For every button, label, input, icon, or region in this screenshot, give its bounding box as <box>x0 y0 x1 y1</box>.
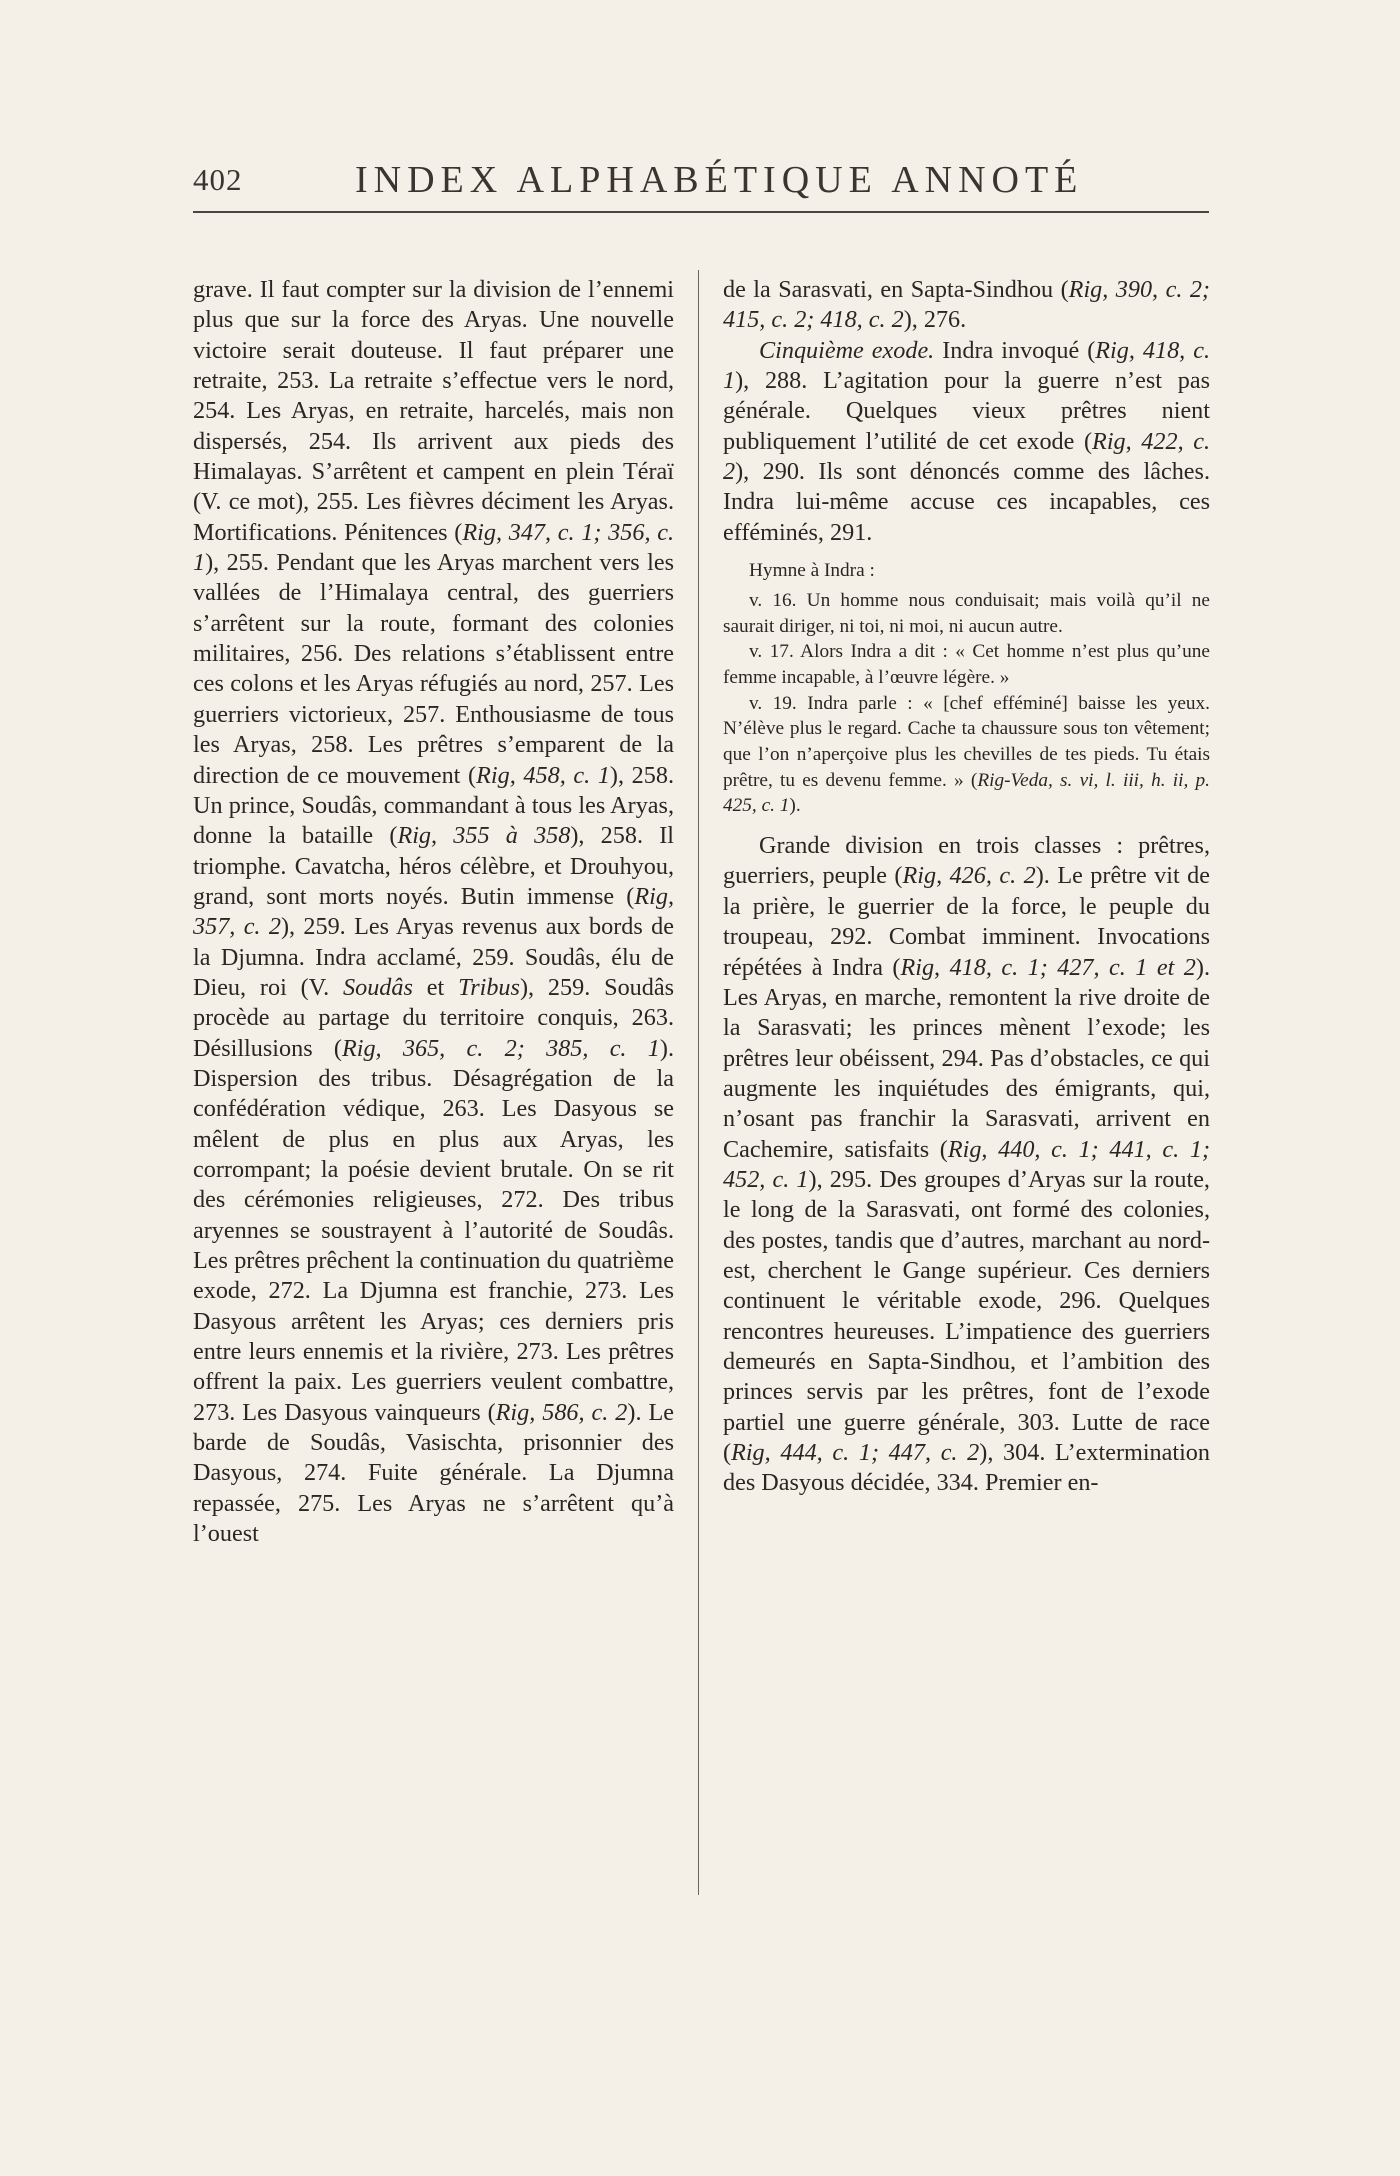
hymn-verse: v. 17. Alors Indra a dit : « Cet homme n’est plus qu’une femme incapable, à l’œuvre légère. » <box>723 641 1210 688</box>
page-number: 402 <box>193 162 243 197</box>
index-paragraph: grave. Il faut compter sur la division de l’ennemi plus que sur la force des Aryas. Une nouvelle victoire serait douteuse. Il faut préparer une retraite, 253. La retraite s’effectue vers le nord, 254. Les Aryas, en retraite, harcelés, mais non dispersés, 254. Ils arrivent aux pieds des Himalayas. S’arrêtent et campent en plein Téraï (V. ce mot), 255. Les fièvres déciment les Aryas. Mortifications. Pénitences (Rig, 347, c. 1; 356, c. 1), 255. Pendant que les Aryas marchent vers les vallées de l’Himalaya central, des guerriers s’arrêtent sur la route, formant des colonies militaires, 256. Des relations s’établissent entre ces colons et les Aryas réfugiés au nord, 257. Les guerriers victorieux, 257. Enthousiasme de tous les Aryas, 258. Les prêtres s’emparent de la direction de ce mouvement (Rig, 458, c. 1), 258. Un prince, Soudâs, commandant à tous les Aryas, donne la bataille (Rig, 355 à 358), 258. Il triomphe. Cavatcha, héros célèbre, et Drouhyou, grand, sont morts noyés. Butin immense (Rig, 357, c. 2), 259. Les Aryas revenus aux bords de la Djumna. Indra acclamé, 259. Soudâs, élu de Dieu, roi (V. Soudâs et Tribus), 259. Soudâs procède au partage du territoire conquis, 263. Désillusions (Rig, 365, c. 2; 385, c. 1). Dispersion des tribus. Désagrégation de la confédération védique, 263. Les Dasyous se mêlent de plus en plus aux Aryas, les corrompant; la poésie devient brutale. On se rit des cérémonies religieuses, 272. Des tribus aryennes se soustrayent à l’autorité de Soudâs. Les prêtres prêchent la continuation du quatrième exode, 272. La Djumna est franchie, 273. Les Dasyous arrêtent les Aryas; ces derniers pris entre leurs ennemis et la rivière, 273. Les prêtres offrent la paix. Les guerriers veulent combattre, 273. Les Dasyous vainqueurs (Rig, 586, c. 2). Le barde de Soudâs, Vasischta, prisonnier des Dasyous, 274. Fuite générale. La Djumna repassée, 275. Les Aryas ne s’arrêtent qu’à l’ouest <box>193 276 675 1548</box>
column-divider <box>698 270 699 1895</box>
left-column <box>193 275 674 1549</box>
right-column <box>723 275 1210 1499</box>
header-rule <box>193 211 1209 213</box>
hymn-title: Hymne à Indra : <box>749 560 875 582</box>
hymn-quotation <box>723 558 1210 819</box>
running-title: INDEX ALPHABÉTIQUE ANNOTÉ <box>355 159 1084 201</box>
hymn-verse: v. 16. Un homme nous conduisait; mais voilà qu’il ne saurait diriger, ni toi, ni moi, ni aucun autre. <box>723 589 1210 637</box>
hymn-verse: v. 19. Indra parle : « [chef efféminé] baisse les yeux. N’élève plus le regard. Cache ta chaussure sous ton vêtement; que l’on n’aperçoive plus les chevilles de tes pieds. Tu étais prêtre, tu es devenu femme. » (Rig-Veda, s. vi, l. iii, h. ii, p. 425, c. 1). <box>723 692 1210 817</box>
section-heading: Cinquième exode. <box>759 336 935 364</box>
index-paragraph-fifth-exodus: Cinquième exode. Indra invoqué (Rig, 418, c. 1), 288. L’agitation pour la guerre n’est pas générale. Quelques vieux prêtres nient publiquement l’utilité de cet exode (Rig, 422, c. 2), 290. Ils sont dénoncés comme des lâches. Indra lui-même accuse ces incapables, ces efféminés, 291. <box>723 336 1210 546</box>
index-paragraph: Grande division en trois classes : prêtres, guerriers, peuple (Rig, 426, c. 2). Le prêtre vit de la prière, le guerrier de la force, le peuple du troupeau, 292. Combat imminent. Invocations répétées à Indra (Rig, 418, c. 1; 427, c. 1 et 2). Les Aryas, en marche, remontent la rive droite de la Sarasvati; les princes mènent l’exode; les prêtres leur obéissent, 294. Pas d’obstacles, ce qui augmente les inquiétudes des émigrants, qui, n’osant pas franchir la Sarasvati, arrivent en Cachemire, satisfaits (Rig, 440, c. 1; 441, c. 1; 452, c. 1), 295. Des groupes d’Aryas sur la route, le long de la Sarasvati, ont formé des colonies, des postes, tandis que d’autres, marchant au nord-est, cherchent le Gange supérieur. Ces derniers continuent le véritable exode, 296. Quelques rencontres heureuses. L’impatience des guerriers demeurés en Sapta-Sindhou, et l’ambition des princes servis par les prêtres, font de l’exode partiel une guerre générale, 303. Lutte de race (Rig, 444, c. 1; 447, c. 2), 304. L’extermination des Dasyous décidée, 334. Premier en- <box>723 832 1211 1497</box>
index-paragraph: de la Sarasvati, en Sapta-Sindhou (Rig, 390, c. 2; 415, c. 2; 418, c. 2), 276. <box>723 276 1210 334</box>
